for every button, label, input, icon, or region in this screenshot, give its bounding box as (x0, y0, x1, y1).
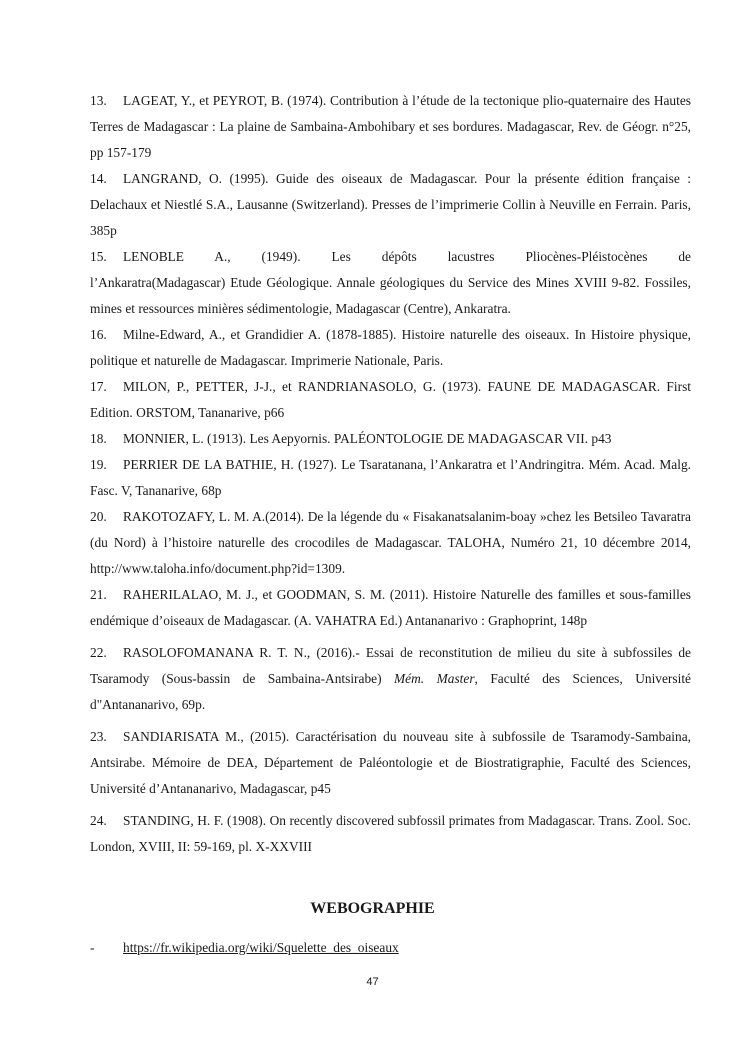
reference-23: 23. SANDIARISATA M., (2015). Caractérisation du nouveau site à subfossile de Tsaramody-Sambaina, Antsirabe. Mémoire de DEA, Département de Paléontologie et de Biostratigraphie, Faculté des Sciences, Université d’Antananarivo, Madagascar, p45 (90, 729, 691, 796)
reference-15: 15. LENOBLE A., (1949). Les dépôts lacustres Pliocènes-Pléistocènes de l’Ankaratra(Madagascar) Etude Géologique. Annale géologiques du Service des Mines XVIII 9-82. Fossiles, mines et ressources minières sédimentologie, Madagascar (Centre), Ankaratra. (90, 249, 691, 316)
reference-22: 22. RASOLOFOMANANA R. T. N., (2016).- Essai de reconstitution de milieu du site à subfossiles de Tsaramody (Sous-bassin de Sambaina-Antsirabe) Mém. Master, Faculté des Sciences, Université d"Antananarivo, 69p. (90, 645, 691, 712)
reference-19: 19. PERRIER DE LA BATHIE, H. (1927). Le Tsaratanana, l’Ankaratra et l’Andringitra. Mém. Acad. Malg. Fasc. V, Tananarive, 68p (90, 457, 691, 498)
bibliography-list (90, 88, 691, 860)
webography-item (90, 935, 399, 961)
reference-13: 13. LAGEAT, Y., et PEYROT, B. (1974). Contribution à l’étude de la tectonique plio-quaternaire des Hautes Terres de Madagascar : La plaine de Sambaina-Ambohibary et ses bordures. Madagascar, Rev. de Géogr. n°25, pp 157-179 (90, 93, 691, 160)
reference-17: 17. MILON, P., PETTER, J-J., et RANDRIANASOLO, G. (1973). FAUNE DE MADAGASCAR. First Edition. ORSTOM, Tananarive, p66 (90, 379, 691, 420)
reference-20: 20. RAKOTOZAFY, L. M. A.(2014). De la légende du « Fisakanatsalanim-boay »chez les Betsileo Tavaratra (du Nord) à l’histoire naturelle des crocodiles de Madagascar. TALOHA, Numéro 21, 10 décembre 2014, http://www.taloha.info/document.php?id=1309. (90, 509, 691, 576)
page-number: 47 (366, 976, 379, 988)
reference-16: 16. Milne-Edward, A., et Grandidier A. (1878-1885). Histoire naturelle des oiseaux. In Histoire physique, politique et naturelle de Madagascar. Imprimerie Nationale, Paris. (90, 327, 691, 368)
webography-heading: WEBOGRAPHIE (310, 900, 435, 917)
reference-18: 18. MONNIER, L. (1913). Les Aepyornis. PALÉONTOLOGIE DE MADAGASCAR VII. p43 (90, 431, 612, 446)
list-dash: - (90, 940, 95, 955)
reference-14: 14. LANGRAND, O. (1995). Guide des oiseaux de Madagascar. Pour la présente édition française : Delachaux et Niestlé S.A., Lausanne (Switzerland). Presses de l’imprimerie Collin à Neuville en Ferrain. Paris, 385p (90, 171, 691, 238)
wikipedia-link[interactable]: https://fr.wikipedia.org/wiki/Squelette_des_oiseaux (123, 940, 399, 955)
reference-21: 21. RAHERILALAO, M. J., et GOODMAN, S. M. (2011). Histoire Naturelle des familles et sous-familles endémique d’oiseaux de Madagascar. (A. VAHATRA Ed.) Antananarivo : Graphoprint, 148p (90, 587, 691, 628)
reference-24: 24. STANDING, H. F. (1908). On recently discovered subfossil primates from Madagascar. Trans. Zool. Soc. London, XVIII, II: 59-169, pl. X-XXVIII (90, 813, 691, 854)
